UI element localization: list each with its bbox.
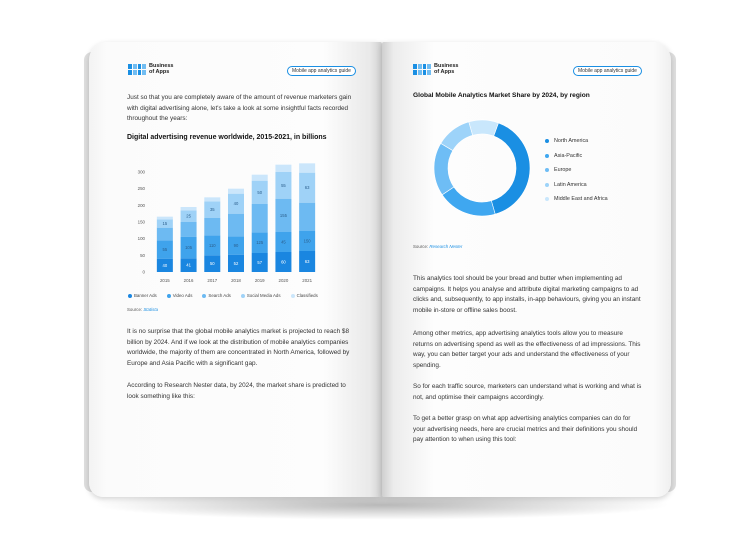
bar-segment: [204, 197, 220, 201]
bar-data-label: 41: [186, 262, 191, 268]
bar-data-label: 45: [281, 239, 286, 245]
legend-label: Asia-Pacific: [554, 152, 583, 159]
bar-data-label: 155: [279, 212, 287, 218]
legend-swatch: [128, 294, 132, 298]
legend-label: Video Ads: [172, 293, 193, 298]
bar-data-label: 50: [257, 189, 263, 195]
bar-segment: [181, 222, 197, 237]
bar-data-label: 52: [233, 260, 239, 266]
legend-swatch: [167, 294, 171, 298]
legend-item: [291, 293, 318, 298]
donut-slice: [469, 120, 499, 136]
bar-data-label: 15: [162, 221, 168, 226]
bar-segment: [204, 218, 220, 235]
bar-segment: [252, 175, 268, 181]
bar-data-label: 57: [257, 260, 263, 265]
y-tick-label: 50: [140, 252, 145, 258]
bar-segment: [299, 163, 315, 172]
brand-logo-text: Business of Apps: [434, 63, 459, 75]
legend-item: [202, 293, 230, 298]
revenue-bar-chart: [125, 160, 325, 290]
legend-label: Latin America: [554, 181, 587, 188]
x-tick-label: 2019: [254, 278, 265, 283]
left-intro-paragraph: Just so that you are completely aware of the amount of revenue marketers gain with digital advertising alone, let's take a look at some insightful facts recorded throughout the years:: [127, 94, 352, 122]
right-paragraph-3: So for each traffic source, marketers can understand what is working and what is not, and optimise their campaigns accordingly.: [413, 383, 642, 401]
left-paragraph-2: According to Research Nester data, by 2024, the market share is predicted to look something like this:: [127, 382, 346, 400]
brand-logo-left: [128, 64, 173, 75]
legend-item: [241, 293, 281, 298]
legend-label: Social Media Ads: [246, 293, 281, 298]
guide-tag-right: Mobile app analytics guide: [573, 66, 642, 76]
market-share-donut-chart: [430, 110, 534, 228]
x-tick-label: 2015: [159, 278, 170, 283]
guide-tag-left: Mobile app analytics guide: [287, 66, 356, 76]
bar-data-label: 40: [162, 262, 168, 268]
legend-label: Search Ads: [208, 293, 231, 298]
legend-item: [545, 163, 608, 178]
y-tick-label: 300: [137, 169, 145, 175]
bar-segment: [157, 228, 173, 241]
x-tick-label: 2021: [302, 278, 313, 283]
brand-logo-mark: [413, 64, 431, 75]
legend-item: [167, 293, 193, 298]
right-paragraph-1: This analytics tool should be your bread and butter when implementing ad campaigns. It helps you analyse and attribute digital marketing campaigns to ad clicks and, subsequently, to app installs, in-app behaviours, giving you an instant mobile in-store or offline sales boost.: [413, 275, 641, 314]
legend-swatch: [545, 168, 549, 172]
bar-data-label: 55: [162, 247, 168, 252]
legend-swatch: [545, 183, 549, 187]
y-tick-label: 150: [137, 219, 145, 225]
right-paragraph-2: Among other metrics, app advertising analytics tools allow you to measure returns on advertising spend as well as the effectiveness of ad impressions. This way, you can better target your ads and understand the effectiveness of your spending.: [413, 330, 641, 369]
x-tick-label: 2020: [278, 278, 289, 283]
donut-slice: [441, 122, 473, 151]
legend-label: Banner Ads: [134, 293, 157, 298]
bar-segment: [252, 204, 268, 232]
legend-label: Middle East and Africa: [554, 196, 608, 203]
bar-data-label: 63: [304, 259, 310, 264]
legend-label: North America: [554, 138, 589, 145]
bar-data-label: 25: [186, 213, 191, 219]
bar-segment: [228, 214, 244, 237]
bar-data-label: 50: [209, 261, 215, 267]
bar-segment: [157, 217, 173, 220]
donut-slice: [491, 123, 530, 214]
x-tick-label: 2018: [231, 278, 241, 283]
brand-logo-mark: [128, 64, 146, 75]
bar-data-label: 105: [185, 245, 193, 250]
bar-data-label: 60: [281, 259, 286, 265]
right-paragraph-4: To get a better grasp on what app advertising analytics companies can do for your advertising needs, here are crucial metrics and their definitions you should pay attention to when using this tool:: [413, 415, 638, 443]
legend-item: [128, 293, 157, 298]
legend-label: Europe: [554, 167, 572, 174]
legend-swatch: [545, 154, 549, 158]
legend-swatch: [202, 294, 206, 298]
legend-item: [545, 134, 608, 149]
bar-data-label: 110: [208, 242, 216, 248]
y-tick-label: 0: [142, 269, 145, 275]
left-paragraph-1: It is no surprise that the global mobile analytics market is projected to reach $8 billion by 2024. And if we look at the distribution of mobile analytics companies worldwide, the majority of them are concentrated in North America, followed by Europe and Asia Pacific with a significant gap.: [127, 328, 350, 367]
bar-segment: [275, 165, 291, 172]
bar-chart-legend: [128, 293, 318, 298]
bar-data-label: 40: [233, 201, 239, 207]
bar-data-label: 35: [209, 207, 215, 213]
donut-slice: [434, 143, 454, 194]
legend-item: [545, 178, 608, 193]
legend-swatch: [291, 294, 295, 298]
bar-segment: [228, 189, 244, 194]
y-tick-label: 100: [137, 236, 145, 242]
legend-item: [545, 192, 608, 207]
bar-segment: [181, 207, 197, 210]
legend-swatch: [545, 197, 549, 201]
donut-chart-source: Source: Research Nester: [413, 244, 463, 249]
x-tick-label: 2016: [183, 278, 194, 283]
bar-chart-source: Source: Statista: [127, 307, 159, 312]
donut-slice: [442, 187, 495, 216]
bar-data-label: 125: [256, 240, 264, 246]
bar-data-label: 150: [303, 238, 311, 244]
x-tick-label: 2017: [207, 278, 218, 283]
legend-swatch: [241, 294, 245, 298]
bar-chart-title: Digital advertising revenue worldwide, 2015-2021, in billions: [127, 134, 327, 141]
y-tick-label: 200: [137, 202, 145, 208]
bar-data-label: 55: [281, 182, 286, 188]
legend-label: Classifieds: [296, 293, 318, 298]
bar-segment: [299, 203, 315, 231]
donut-chart-legend: [545, 134, 608, 207]
donut-chart-title: Global Mobile Analytics Market Share by 2024, by region: [413, 92, 590, 99]
legend-swatch: [545, 139, 549, 143]
brand-logo-right: [413, 64, 458, 75]
y-tick-label: 250: [137, 186, 145, 192]
bar-data-label: 90: [233, 243, 239, 248]
brand-logo-text: Business of Apps: [149, 63, 174, 75]
bar-data-label: 63: [304, 185, 310, 191]
legend-item: [545, 149, 608, 164]
